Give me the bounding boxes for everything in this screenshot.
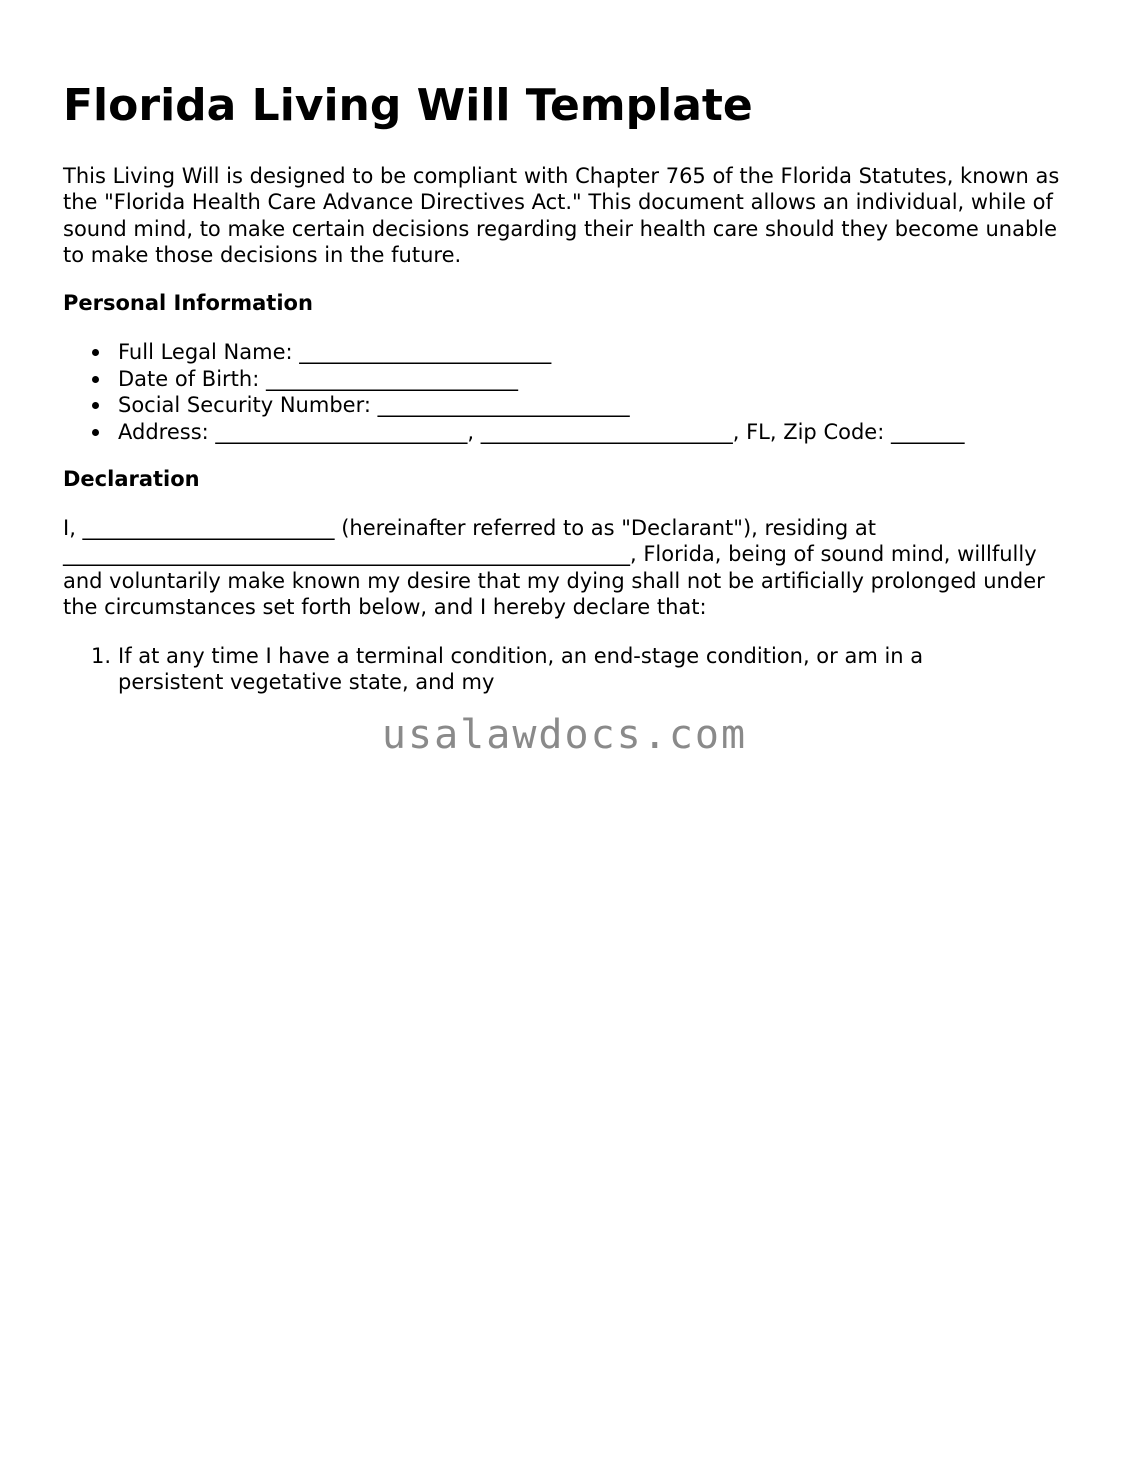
bullet-icon	[92, 429, 99, 436]
term-number: 1.	[91, 644, 112, 668]
date-of-birth-field: Date of Birth: ________________________	[118, 366, 518, 391]
personal-fields-list	[63, 339, 964, 445]
intro-paragraph: This Living Will is designed to be compliant with Chapter 765 of the Florida Statutes, known as the "Florida Health Care Advance Directives Act." This document allows an individual, while of sound mind, to make certain decisions regarding their health care should they become unable to make those decisions in the future.	[63, 164, 1060, 267]
full-legal-name-field: Full Legal Name: ________________________	[118, 340, 552, 364]
list-item	[63, 392, 964, 419]
list-item	[63, 643, 998, 696]
list-item	[63, 339, 964, 366]
bullet-icon	[92, 402, 99, 409]
term-text: If at any time I have a terminal condition, an end-stage condition, or am in a persistent vegetative state, and my	[118, 644, 924, 695]
declaration-paragraph: I, ________________________ (hereinafter referred to as "Declarant"), residing at ______________________________________________________, Florida, being of sound mind, willfully and voluntarily make known my desire that my dying shall not be artificially prolonged under the circumstances set forth below, and I hereby declare that:	[63, 516, 1045, 619]
address-field: Address: ________________________, ________________________, FL, Zip Code: _______	[118, 419, 965, 444]
watermark: usalawdocs.com	[381, 712, 748, 758]
document-title: Florida Living Will Template	[63, 80, 753, 131]
personal-information-heading: Personal Information	[63, 291, 313, 315]
list-item	[63, 366, 964, 393]
bullet-icon	[92, 376, 99, 383]
declaration-terms-list	[63, 643, 1073, 696]
social-security-number-field: Social Security Number: ________________________	[118, 393, 630, 417]
declaration-heading: Declaration	[63, 467, 200, 491]
list-item	[63, 419, 964, 446]
bullet-icon	[92, 349, 99, 356]
